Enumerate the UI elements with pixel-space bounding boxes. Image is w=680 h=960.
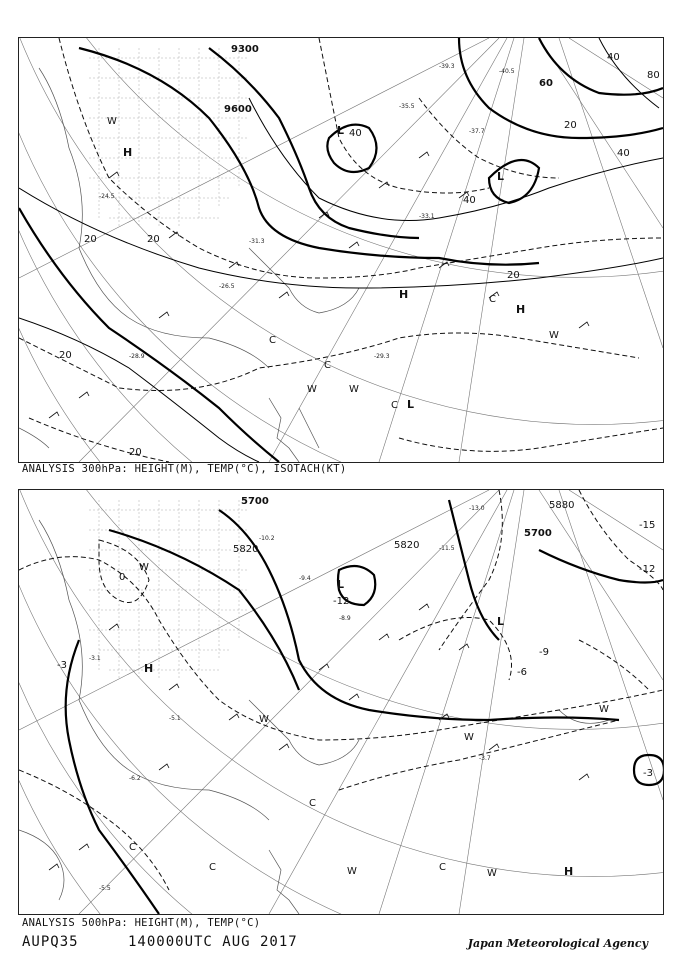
map-500hpa-canvas [19, 490, 663, 914]
svg-text:-26.5: -26.5 [219, 283, 235, 290]
map-panel-500hpa [18, 489, 664, 915]
svg-text:-28.9: -28.9 [129, 353, 145, 360]
svg-text:-5.5: -5.5 [99, 885, 111, 892]
isotach-label-40: 40 [349, 128, 362, 139]
svg-text:-5.1: -5.1 [169, 715, 181, 722]
panel-500-caption: ANALYSIS 500hPa: HEIGHT(M), TEMP(°C) [22, 917, 261, 929]
height-label-5820: 5820 [233, 544, 259, 555]
low-center-marker: L [337, 124, 345, 137]
isotach-label-20e: 20 [564, 120, 577, 131]
cold-center-marker-2: C [269, 335, 276, 346]
graticule [19, 38, 663, 462]
height-label-5820b: 5820 [394, 540, 420, 551]
svg-text:-29.3: -29.3 [374, 353, 390, 360]
svg-text:-39.3: -39.3 [439, 63, 455, 70]
isotherm-label-minus12b: -12 [639, 564, 656, 575]
warm-center-marker-5: W [347, 866, 357, 877]
cold-center-marker: C [309, 798, 316, 809]
svg-text:-3.1: -3.1 [89, 655, 101, 662]
height-label-9600: 9600 [224, 104, 252, 115]
isotach-label-40d: 40 [607, 52, 620, 63]
isotach-label-20f: 20 [507, 270, 520, 281]
high-center-marker: H [123, 146, 133, 159]
map-300hpa-canvas [19, 38, 663, 462]
warm-center-marker-4: W [599, 704, 609, 715]
isotherm-label-0: 0 [119, 572, 126, 583]
isotach-label-40b: 40 [463, 195, 476, 206]
isotherm-label-minus15: -15 [639, 520, 656, 531]
isotach-label-20: 20 [84, 234, 97, 245]
isotach-label-20b: 20 [147, 234, 160, 245]
low-center-marker-3: L [407, 398, 415, 411]
isotach-label-40c: 40 [617, 148, 630, 159]
high-center-marker-2: H [399, 288, 409, 301]
svg-text:-13.0: -13.0 [469, 505, 485, 512]
isotach-label-20d: 20 [129, 447, 142, 458]
isotach-label-60: 60 [539, 78, 553, 89]
isotachs [19, 38, 663, 462]
svg-text:-11.5: -11.5 [439, 545, 455, 552]
height-label-5700b: 5700 [524, 528, 552, 539]
isotherm-label-minus3b: -3 [643, 768, 653, 779]
isotherm-label-minus6: -6 [517, 667, 527, 678]
svg-text:-35.5: -35.5 [399, 103, 415, 110]
wind-barbs [49, 604, 589, 870]
cold-center-marker-4: C [391, 400, 398, 411]
isotherm-label-minus12: -12 [333, 596, 350, 607]
warm-center-marker: W [139, 562, 149, 573]
height-contours [19, 38, 663, 462]
isotach-label-20c: 20 [59, 350, 72, 361]
svg-text:-40.5: -40.5 [499, 68, 515, 75]
cold-center-marker-3: C [324, 360, 331, 371]
agency-name: Japan Meteorological Agency [467, 937, 648, 950]
station-values [99, 63, 515, 360]
warm-center-marker-3: W [349, 384, 359, 395]
svg-text:-33.1: -33.1 [419, 213, 435, 220]
cold-center-marker-2: C [209, 862, 216, 873]
svg-text:-31.3: -31.3 [249, 238, 265, 245]
station-values [89, 505, 491, 892]
warm-center-marker-4: W [549, 330, 559, 341]
svg-text:-24.5: -24.5 [99, 193, 115, 200]
low-center-marker-2: L [497, 615, 505, 628]
isotherms [19, 38, 663, 462]
low-center-marker-2: L [497, 170, 505, 183]
height-label-5880: 5880 [549, 500, 575, 511]
valid-time: 140000UTC AUG 2017 [128, 934, 298, 950]
warm-center-marker: W [107, 116, 117, 127]
cold-center-marker: C [489, 294, 496, 305]
cold-center-marker-3: C [439, 862, 446, 873]
high-center-marker-3: H [516, 303, 526, 316]
warm-center-marker-6: W [487, 868, 497, 879]
svg-text:-3.7: -3.7 [479, 755, 491, 762]
svg-text:-9.4: -9.4 [299, 575, 311, 582]
isotherm-label-minus9: -9 [539, 647, 549, 658]
isotherm-label-minus3: -3 [57, 660, 67, 671]
isotach-label-80: 80 [647, 70, 660, 81]
warm-center-marker-3: W [464, 732, 474, 743]
high-center-marker: H [144, 662, 154, 675]
isotherms [19, 490, 663, 890]
wind-barbs [49, 152, 589, 418]
cold-center-marker-4: C [129, 842, 136, 853]
height-label-5700: 5700 [241, 496, 269, 507]
low-center-marker: L [337, 578, 345, 591]
terrain-mask [89, 500, 249, 680]
warm-center-marker-2: W [259, 714, 269, 725]
svg-text:-37.7: -37.7 [469, 128, 485, 135]
svg-text:-8.9: -8.9 [339, 615, 351, 622]
panel-300-caption: ANALYSIS 300hPa: HEIGHT(M), TEMP(°C), ISOTACH(KT) [22, 463, 347, 475]
height-label-9300: 9300 [231, 44, 259, 55]
map-panel-300hpa [18, 37, 664, 463]
chart-code: AUPQ35 [22, 934, 79, 950]
high-center-marker-2: H [564, 865, 574, 878]
height-contours [66, 500, 663, 914]
warm-center-marker-2: W [307, 384, 317, 395]
svg-text:-10.2: -10.2 [259, 535, 275, 542]
svg-text:-6.2: -6.2 [129, 775, 141, 782]
